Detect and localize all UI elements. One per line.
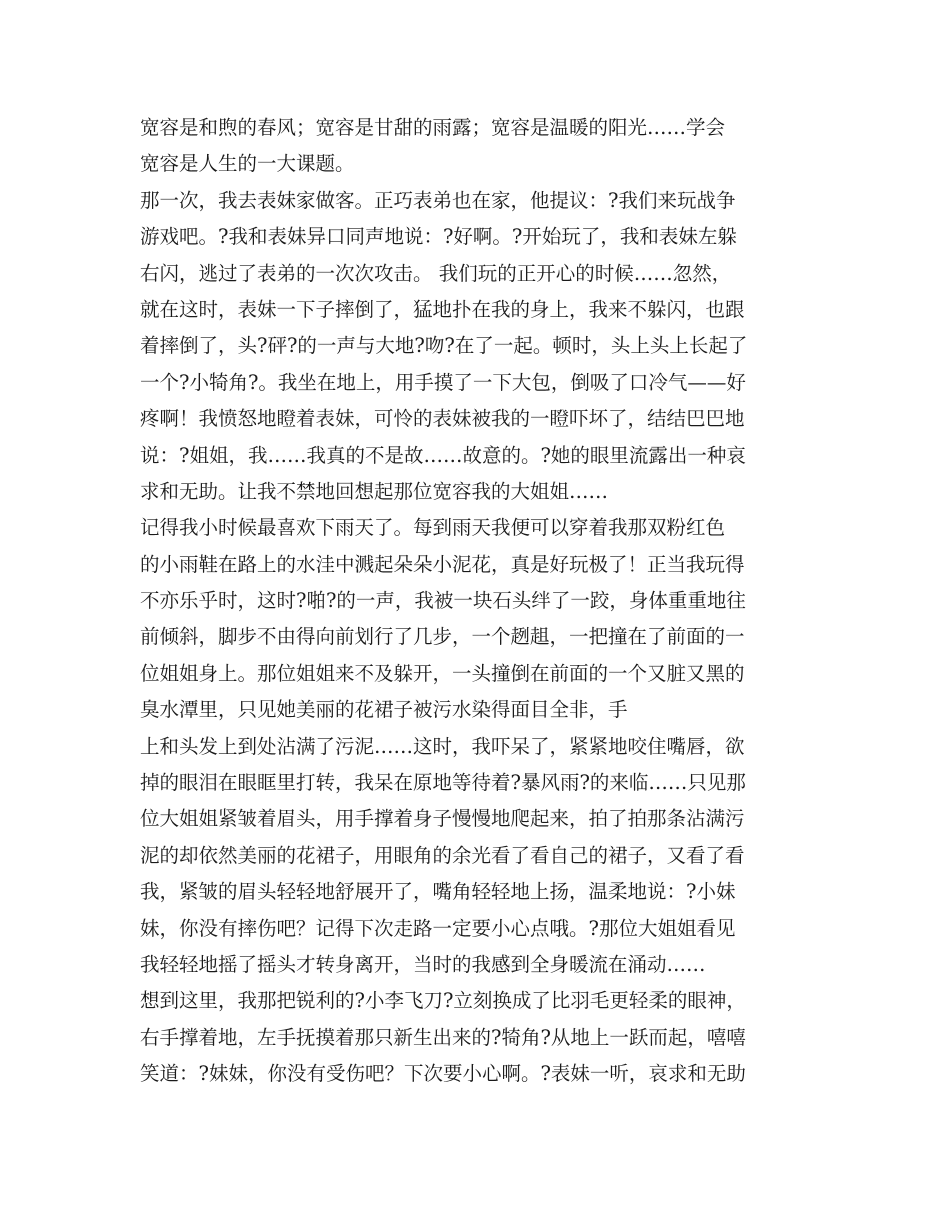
text-line: 说：?姐姐，我……我真的不是故……故意的。?她的眼里流露出一种哀 [140,443,746,467]
text-line: 泥的却依然美丽的花裙子，用眼角的余光看了看自己的裙子，又看了看 [140,843,745,867]
text-line: 记得我小时候最喜欢下雨天了。每到雨天我便可以穿着我那双粉红色 [140,516,726,540]
text-line: 不亦乐乎时，这时?啪?的一声，我被一块石头绊了一跤，身体重重地往 [140,589,746,613]
text-line: 我，紧皱的眉头轻轻地舒展开了，嘴角轻轻地上扬，温柔地说：?小妹 [140,880,736,904]
text-line: 就在这时，表妹一下子摔倒了，猛地扑在我的身上，我来不躲闪，也跟 [140,297,745,321]
text-line: 上和头发上到处沾满了污泥……这时，我吓呆了，紧紧地咬住嘴唇，欲 [140,734,745,758]
text-line: 想到这里，我那把锐利的?小李飞刀?立刻换成了比羽毛更轻柔的眼神， [140,989,746,1013]
text-line: 宽容是人生的一大课题。 [140,152,355,176]
text-line: 宽容是和煦的春风；宽容是甘甜的雨露；宽容是温暖的阳光……学会 [140,116,726,139]
text-line: 我轻轻地摇了摇头才转身离开，当时的我感到全身暖流在涌动…… [140,952,706,976]
text-line: 位大姐姐紧皱着眉头，用手撑着身子慢慢地爬起来，拍了拍那条沾满污 [140,807,745,831]
text-line: 一个?小犄角?。我坐在地上，用手摸了一下大包，倒吸了口冷气——好 [140,370,746,394]
text-line: 疼啊！我愤怒地瞪着表妹，可怜的表妹被我的一瞪吓坏了，结结巴巴地 [140,407,745,431]
text-line: 笑道：?妹妹，你没有受伤吧？下次要小心啊。?表妹一听，哀求和无助 [140,1062,746,1086]
text-line: 右闪，逃过了表弟的一次次攻击。 我们玩的正开心的时候……忽然， [140,261,732,285]
text-line: 位姐姐身上。那位姐姐来不及躲开，一头撞倒在前面的一个又脏又黑的 [140,661,745,685]
text-line: 掉的眼泪在眼眶里打转，我呆在原地等待着?暴风雨?的来临……只见那 [140,771,746,795]
text-line: 那一次，我去表妹家做客。正巧表弟也在家，他提议：?我们来玩战争 [140,188,736,212]
text-line: 前倾斜，脚步不由得向前划行了几步，一个趔趄，一把撞在了前面的一 [140,625,745,649]
text-line: 游戏吧。?我和表妹异口同声地说：?好啊。?开始玩了，我和表妹左躲 [140,225,737,249]
text-line: 求和无助。让我不禁地回想起那位宽容我的大姐姐…… [140,479,609,503]
text-line: 右手撑着地，左手抚摸着那只新生出来的?犄角?从地上一跃而起，嘻嘻 [140,1025,746,1049]
text-line: 的小雨鞋在路上的水洼中溅起朵朵小泥花，真是好玩极了！正当我玩得 [140,552,745,576]
text-line: 臭水潭里，只见她美丽的花裙子被污水染得面目全非，手 [140,698,628,722]
text-line: 妹，你没有摔伤吧？记得下次走路一定要小心点哦。?那位大姐姐看见 [140,916,736,940]
text-line: 着摔倒了，头?砰?的一声与大地?吻?在了一起。顿时，头上头上长起了 [140,334,748,358]
essay-body [140,110,830,1093]
